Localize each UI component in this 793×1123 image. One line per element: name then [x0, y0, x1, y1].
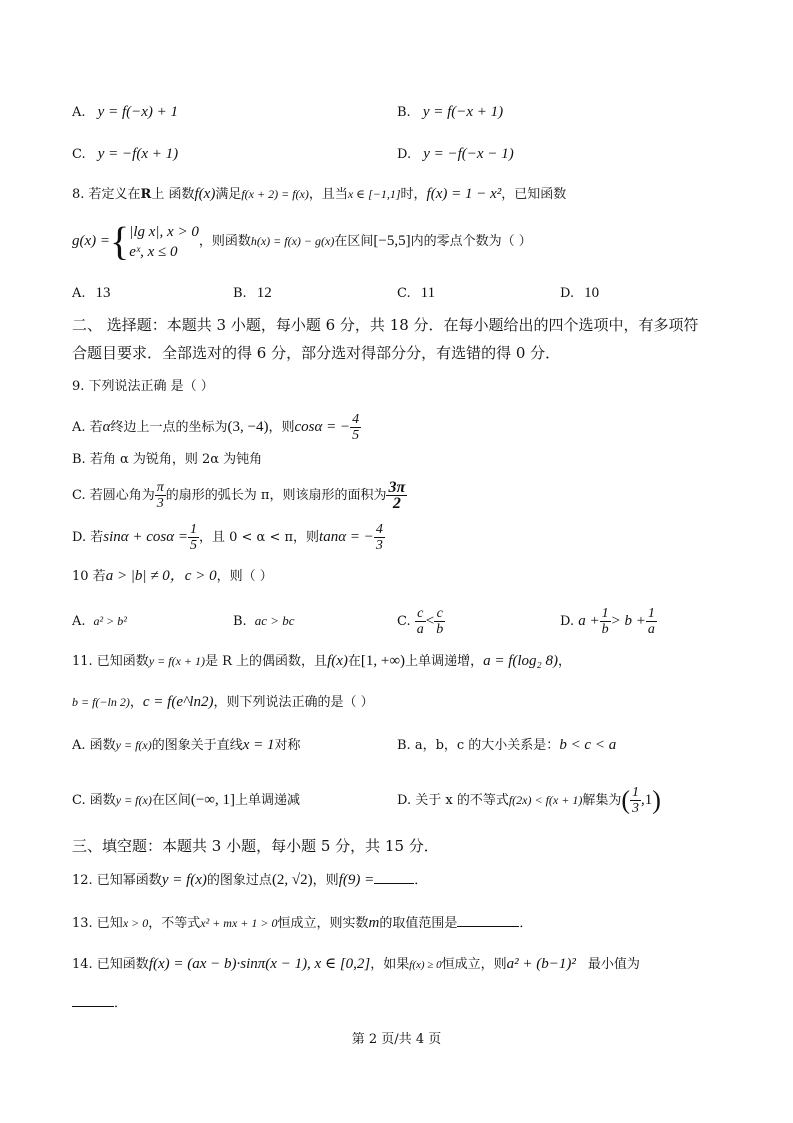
math-expr: f(2x) < f(x + 1): [508, 793, 583, 807]
numerator: 1: [632, 785, 640, 800]
text: 上单调递增，: [405, 654, 484, 669]
numerator: 4: [375, 522, 383, 537]
option-label: D.: [397, 147, 412, 162]
section-2-heading-line1: 二、 选择题：本题共 3 小题，每小题 6 分，共 18 分．在每小题给出的四个选项中，有多项符: [72, 316, 699, 334]
text: 时，: [400, 187, 427, 202]
option-label: A.: [72, 105, 86, 120]
text: ．: [519, 916, 533, 931]
math-expr: y = f(x + 1): [148, 654, 205, 668]
section-2-heading-line2: 合题目要求．全部选对的得 6 分，部分选对得部分分，有选错的得 0 分．: [72, 344, 561, 362]
numerator: 1: [601, 606, 609, 621]
text: 终边上一点的坐标为: [110, 420, 228, 435]
math-expr: a² + (b−1)²: [506, 956, 576, 972]
math-expr: c = f(e^ln2): [142, 694, 214, 710]
math-expr: tanα = −: [319, 529, 374, 545]
page-footer: 第 2 页/共 4 页: [351, 1032, 442, 1047]
denominator: 2: [392, 495, 401, 512]
text: 的取值范围是: [379, 916, 458, 931]
option-expr: a² > b²: [93, 614, 127, 628]
math-expr: f(x) = (ax − b)·sinπ(x − 1), x ∈ [0,2]: [148, 956, 371, 972]
option-label: C.: [397, 614, 411, 629]
fraction: [374, 522, 385, 553]
math-expr: a = f(log₂ 8): [483, 653, 558, 669]
fraction: [630, 785, 641, 816]
option-label: D.: [560, 614, 575, 629]
math-expr: (3, −4): [227, 419, 269, 435]
option-label: A.: [72, 286, 86, 301]
math-expr: x = 1: [242, 737, 275, 753]
q11-option-d: [397, 782, 661, 819]
text: 内的零点个数为（ ）: [410, 234, 532, 249]
q11-option-a: [72, 736, 301, 755]
math-expr: ,1: [641, 792, 653, 808]
text: A. 若: [72, 420, 103, 435]
text: ，则（ ）: [216, 569, 273, 584]
q11-stem-line1: [72, 652, 571, 671]
q8-stem-line1: [72, 185, 566, 204]
text: ，且当: [308, 187, 348, 202]
math-expr: > b +: [610, 613, 646, 629]
q9-option-a: [72, 410, 361, 445]
text: 在: [347, 654, 361, 669]
q7-option-d: [397, 145, 514, 164]
text: 满足: [215, 187, 242, 202]
math-expr: [−5,5]: [373, 233, 411, 249]
q8-option-d: [560, 284, 599, 303]
text: 对称: [274, 738, 301, 753]
text: ，则: [312, 873, 339, 888]
text: C. 函数: [72, 793, 116, 808]
q8-option-c: [397, 284, 435, 303]
numerator: 1: [189, 522, 197, 537]
q11-option-c: [72, 782, 300, 819]
math-expr: g(x) =: [72, 233, 111, 249]
q8-option-b: [233, 284, 272, 303]
left-brace: {: [110, 218, 130, 264]
q7-option-b: [397, 103, 503, 122]
q9-option-b: B. 若角 α 为锐角，则 2α 为钝角: [72, 452, 263, 467]
text: ，: [129, 695, 143, 710]
fraction: [600, 606, 611, 637]
text: ，: [558, 654, 572, 669]
text: ，则函数: [198, 234, 251, 249]
math-expr: (−∞, 1]: [190, 792, 235, 808]
option-value: 13: [95, 285, 111, 301]
text: 恒成立，则实数: [277, 916, 369, 931]
piecewise-cases: [129, 222, 199, 262]
math-expr: x ∈ [−1,1]: [347, 187, 401, 201]
fraction: [386, 480, 407, 511]
answer-blank[interactable]: [72, 1006, 114, 1007]
case-2: eˣ, x ≤ 0: [129, 243, 178, 260]
text: 在区间: [334, 234, 374, 249]
text: ，如果: [370, 957, 410, 972]
q9-option-c: [72, 478, 407, 514]
case-1: |lg x|, x > 0: [129, 223, 199, 240]
q14: [72, 955, 640, 974]
section-3-heading: 三、填空题：本题共 3 小题，每小题 5 分，共 15 分．: [72, 837, 439, 855]
q10-stem: [72, 567, 273, 586]
math-expr: y = f(x): [115, 793, 152, 807]
text: ，不等式: [148, 916, 201, 931]
q12: [72, 871, 427, 890]
q10-option-b: [233, 604, 295, 639]
math-expr: a +: [578, 613, 600, 629]
q10-option-a: [72, 604, 127, 639]
option-value: 11: [420, 285, 436, 301]
text: C. 若圆心角为: [72, 488, 155, 503]
text: 上 函数: [151, 187, 195, 202]
math-expr: b = f(−ln 2): [72, 695, 130, 709]
text: 11. 已知函数: [72, 654, 149, 669]
option-label: C.: [397, 286, 411, 301]
answer-blank[interactable]: [457, 926, 519, 927]
math-expr: f(9) =: [338, 872, 375, 888]
text: ．: [114, 996, 128, 1011]
text: 是 R 上的偶函数，且: [205, 654, 328, 669]
option-expr: y = −f(x + 1): [97, 146, 179, 162]
q8-stem-line2: [72, 220, 532, 266]
q13: [72, 914, 532, 933]
option-label: B.: [233, 614, 247, 629]
fraction: [646, 606, 657, 637]
option-value: 10: [584, 285, 600, 301]
text: 14. 已知函数: [72, 957, 149, 972]
q8-option-a: [72, 284, 111, 303]
fraction: [155, 480, 166, 511]
math-expr: a > |b| ≠ 0，c > 0: [105, 568, 217, 584]
text: 在区间: [151, 793, 191, 808]
text: R: [140, 187, 152, 202]
denominator: a: [416, 622, 424, 637]
denominator: 3: [156, 496, 164, 511]
option-label: B.: [233, 286, 247, 301]
fraction: [350, 412, 361, 443]
option-expr: y = f(−x) + 1: [97, 104, 179, 120]
text: A. 函数: [72, 738, 116, 753]
numerator: 4: [352, 412, 360, 427]
text: ，则: [268, 420, 295, 435]
denominator: 3: [375, 538, 383, 553]
q7-option-a: [72, 103, 178, 122]
math-expr: f(x): [327, 653, 348, 669]
text: B. a，b，c 的大小关系是：: [397, 738, 560, 753]
fraction: [415, 606, 426, 637]
text: 10 若: [72, 569, 106, 584]
text: 最小值为: [587, 957, 640, 972]
option-label: D.: [560, 286, 575, 301]
option-expr: y = −f(−x − 1): [423, 146, 514, 162]
text: 上单调递减: [235, 793, 301, 808]
numerator: π: [156, 480, 164, 495]
numerator: 1: [647, 606, 655, 621]
text: ，已知函数: [501, 187, 567, 202]
text: 8. 若定义在: [72, 187, 141, 202]
text: 的图象过点: [206, 873, 272, 888]
option-label: A.: [72, 614, 86, 629]
text: ．: [414, 873, 428, 888]
math-expr: sinα + cosα =: [103, 529, 188, 545]
math-expr: b < c < a: [559, 737, 617, 753]
denominator: b: [601, 622, 609, 637]
math-expr: y = f(x): [161, 872, 207, 888]
denominator: 3: [632, 801, 640, 816]
math-expr: y = f(x): [115, 738, 152, 752]
q10-option-d: [560, 604, 657, 639]
text: ，则下列说法正确的是（ ）: [213, 695, 374, 710]
math-expr: cosα = −: [294, 419, 351, 435]
q9-option-d: [72, 519, 385, 556]
math-expr: <: [425, 613, 435, 629]
math-expr: m: [368, 915, 380, 931]
q11-stem-line2: [72, 693, 374, 712]
text: 的扇形的弧长为 π，则该扇形的面积为: [165, 488, 387, 503]
option-expr: y = f(−x + 1): [422, 104, 504, 120]
q9-stem: 9. 下列说法正确 是（ ）: [72, 379, 214, 394]
text: 恒成立，则: [441, 957, 507, 972]
numerator: 3π: [388, 479, 406, 496]
text: 解集为: [582, 793, 622, 808]
q10-option-c: [397, 604, 445, 639]
option-label: B.: [397, 105, 411, 120]
denominator: 5: [189, 538, 197, 553]
left-paren: (: [621, 785, 631, 815]
denominator: b: [436, 622, 444, 637]
right-paren: ): [652, 785, 661, 815]
math-expr: h(x) = f(x) − g(x): [250, 234, 335, 248]
denominator: 5: [352, 428, 360, 443]
math-expr: α: [102, 419, 111, 435]
option-label: C.: [72, 147, 86, 162]
math-expr: f(x): [194, 186, 216, 202]
q7-option-c: [72, 145, 178, 164]
numerator: c: [434, 606, 445, 622]
text: 12. 已知幂函数: [72, 873, 162, 888]
answer-blank[interactable]: [374, 883, 414, 884]
option-expr: ac > bc: [254, 613, 295, 628]
text: ，且 0 < α < π，则: [198, 530, 320, 545]
fraction: [434, 606, 445, 637]
text: 13. 已知: [72, 916, 123, 931]
math-expr: x² + mx + 1 > 0: [200, 916, 278, 930]
fraction: [188, 522, 199, 553]
q11-option-b: [397, 736, 616, 755]
math-expr: f(x) ≥ 0: [409, 959, 442, 971]
denominator: a: [647, 622, 655, 637]
text: D. 若: [72, 530, 104, 545]
math-expr: f(x) = 1 − x²: [426, 186, 502, 202]
math-expr: f(x + 2) = f(x): [241, 187, 309, 201]
math-expr: x > 0: [122, 916, 149, 930]
q14-answer-line: [72, 995, 127, 1013]
math-expr: [1, +∞): [360, 653, 406, 669]
option-value: 12: [256, 285, 272, 301]
text: D. 关于 x 的不等式: [397, 793, 509, 808]
numerator: c: [415, 606, 426, 622]
text: 的图象关于直线: [151, 738, 243, 753]
math-expr: (2, √2): [271, 872, 313, 888]
